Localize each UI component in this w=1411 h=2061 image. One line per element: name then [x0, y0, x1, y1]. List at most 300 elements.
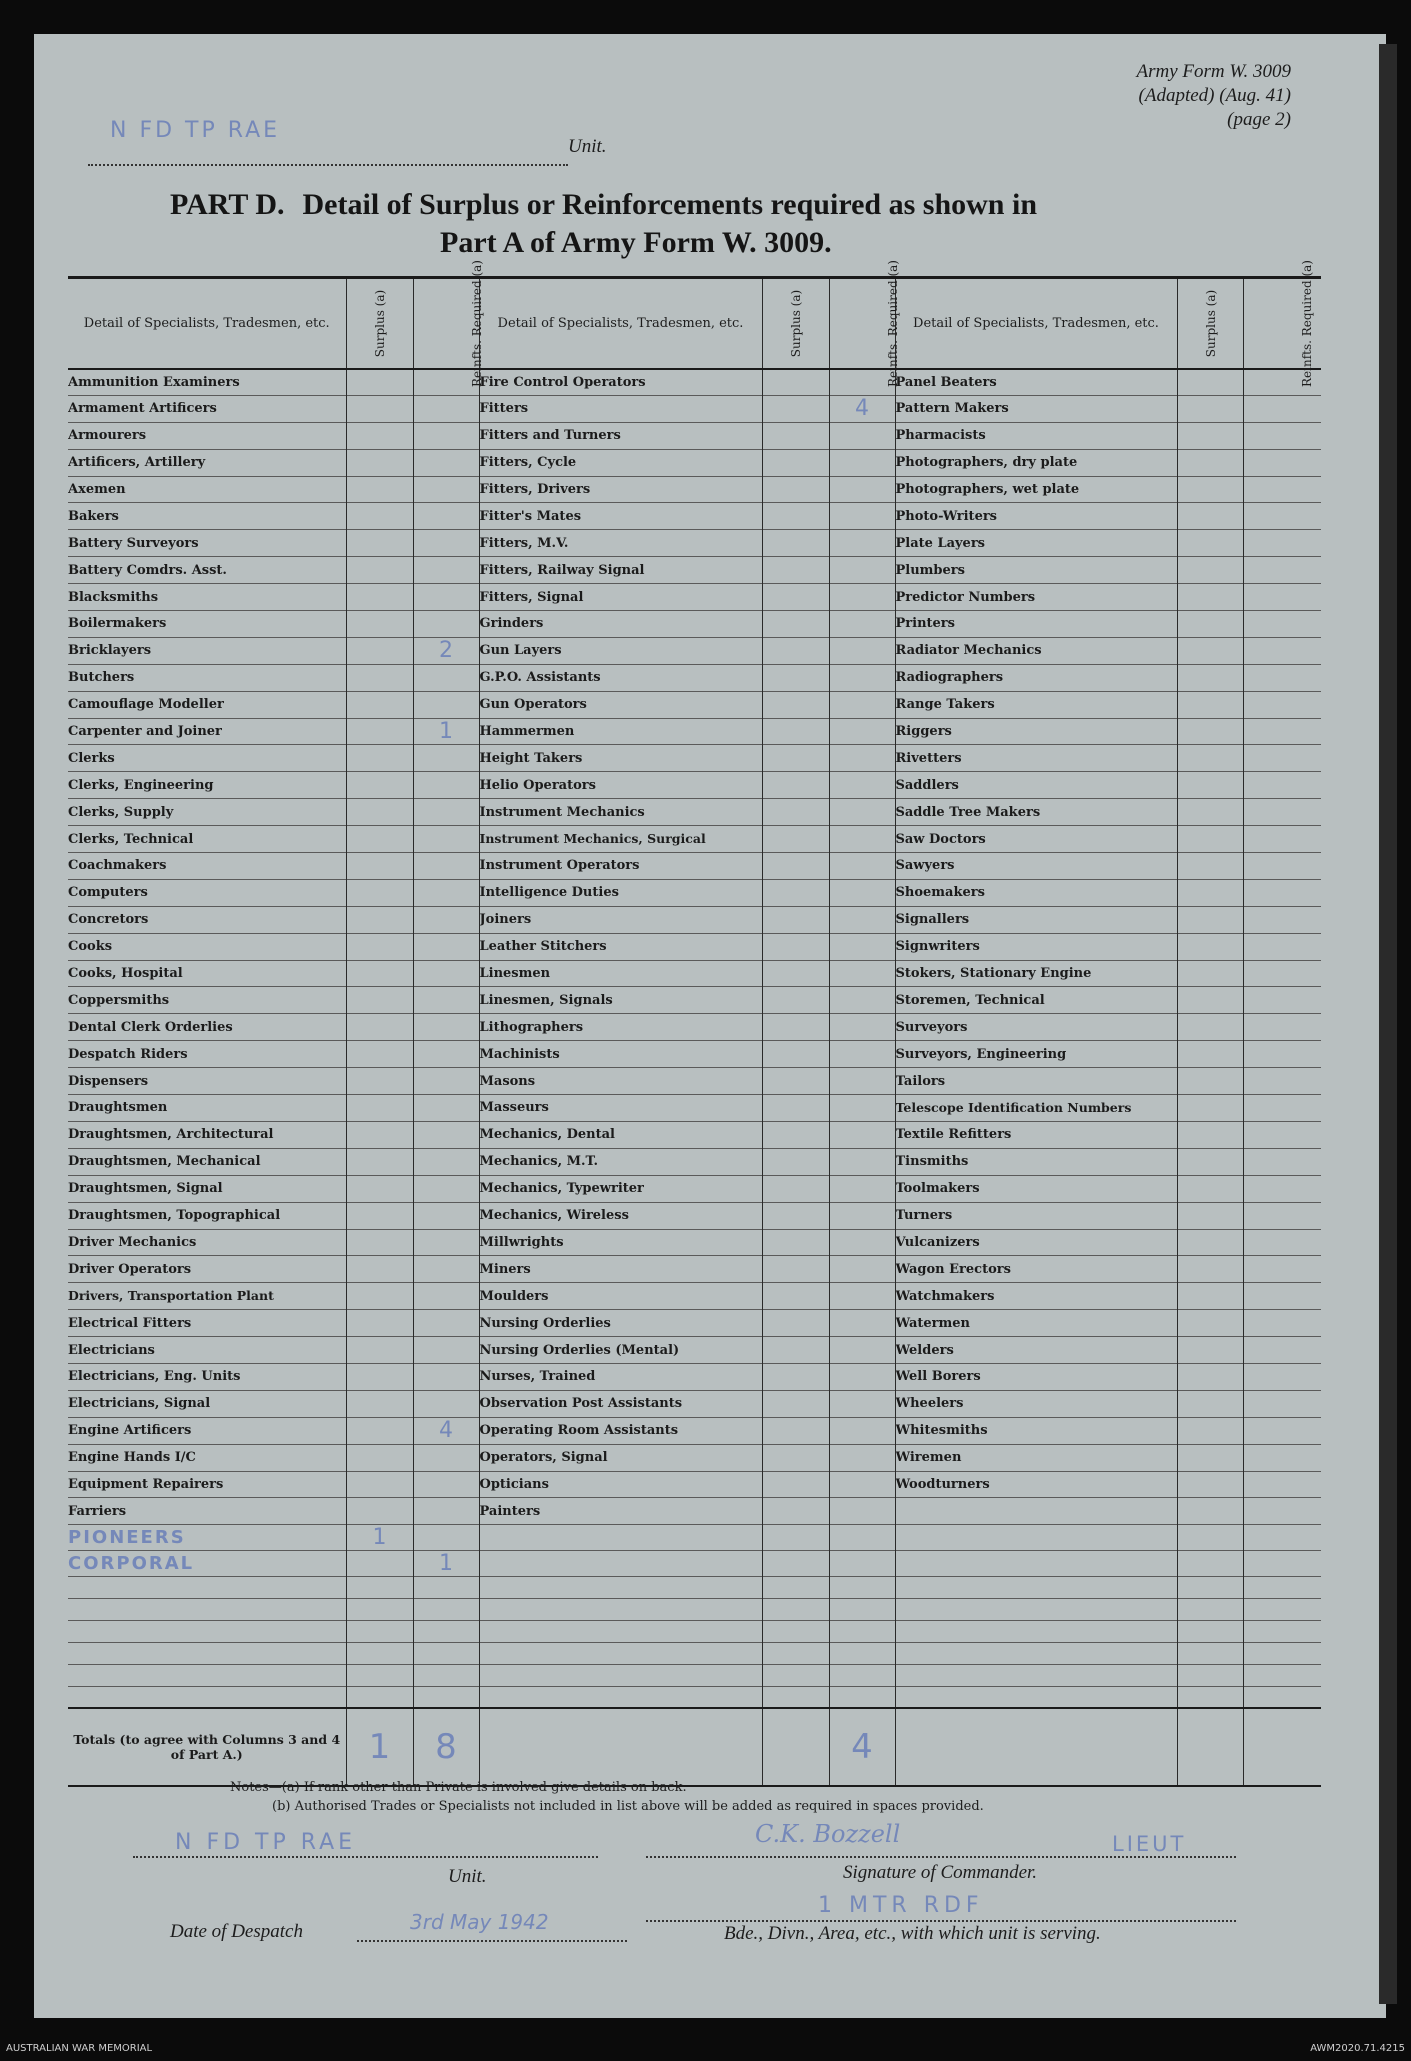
surplus-cell	[762, 1471, 829, 1498]
table-row	[68, 987, 1321, 1014]
table-row	[68, 1363, 1321, 1390]
trade-label: Clerks, Supply	[68, 804, 174, 820]
reinfts-cell	[1243, 664, 1321, 691]
surplus-cell	[762, 1121, 829, 1148]
trade-label: Photographers, wet plate	[895, 476, 1177, 503]
handwritten-count: 4	[439, 1418, 453, 1444]
surplus-cell	[1177, 1417, 1243, 1444]
trade-label: Height Takers	[479, 745, 762, 772]
surplus-cell	[346, 772, 413, 799]
table-row	[68, 1229, 1321, 1256]
reinfts-cell	[413, 1390, 479, 1417]
trade-label: Electricians, Eng. Units	[68, 1369, 241, 1385]
reinfts-cell	[1243, 530, 1321, 557]
unit-label: Unit.	[568, 136, 607, 157]
surplus-cell	[346, 584, 413, 611]
table-row	[68, 449, 1321, 476]
reinfts-cell	[1243, 1551, 1321, 1577]
surplus-cell	[1177, 637, 1243, 664]
trade-label: Battery Comdrs. Asst.	[68, 562, 227, 578]
footer-left: AUSTRALIAN WAR MEMORIAL	[6, 2043, 153, 2054]
table-row	[68, 826, 1321, 853]
trade-label: Whitesmiths	[895, 1417, 1177, 1444]
surplus-cell	[1177, 1621, 1243, 1643]
trade-label: Clerks	[68, 750, 115, 766]
reinfts-cell	[829, 826, 895, 853]
surplus-cell	[346, 987, 413, 1014]
added-trade-cell	[68, 1642, 346, 1664]
surplus-cell	[346, 449, 413, 476]
reinfts-cell	[413, 933, 479, 960]
surplus-cell	[1177, 745, 1243, 772]
surplus-cell	[346, 1256, 413, 1283]
trade-label: Wheelers	[895, 1390, 1177, 1417]
trade-label: Drivers, Transportation Plant	[68, 1288, 274, 1304]
trade-label: Surveyors, Engineering	[895, 1041, 1177, 1068]
surplus-cell	[346, 369, 413, 396]
surplus-cell	[1177, 1041, 1243, 1068]
trade-label: Pharmacists	[895, 422, 1177, 449]
table-row	[68, 1417, 1321, 1444]
reinfts-cell	[1243, 745, 1321, 772]
trade-label: Signallers	[895, 906, 1177, 933]
reinfts-cell	[829, 1202, 895, 1229]
handwritten-count: 1	[368, 1727, 391, 1768]
surplus-cell	[1177, 1471, 1243, 1498]
reinfts-cell	[413, 449, 479, 476]
surplus-cell	[762, 611, 829, 638]
surplus-cell	[346, 1014, 413, 1041]
blank-row	[68, 1642, 1321, 1664]
surplus-cell	[346, 933, 413, 960]
trade-label: Telescope Identification Numbers	[895, 1095, 1177, 1122]
reinfts-cell	[413, 1525, 479, 1551]
trade-label: Armament Artificers	[68, 401, 217, 417]
trade-label: Mechanics, Typewriter	[479, 1175, 762, 1202]
trade-label: Wagon Erectors	[895, 1256, 1177, 1283]
surplus-cell	[762, 1256, 829, 1283]
surplus-cell	[762, 853, 829, 880]
specialists-table	[68, 259, 1321, 1787]
reinfts-cell	[413, 1175, 479, 1202]
reinfts-cell	[413, 826, 479, 853]
surplus-cell	[346, 395, 413, 422]
reinfts-cell	[829, 664, 895, 691]
reinfts-cell	[1243, 1068, 1321, 1095]
surplus-cell	[1177, 826, 1243, 853]
trade-label: Dispensers	[68, 1073, 149, 1089]
reinfts-cell	[829, 584, 895, 611]
reinfts-cell	[1243, 449, 1321, 476]
reinfts-cell	[829, 1148, 895, 1175]
reinfts-cell	[413, 1041, 479, 1068]
surplus-cell	[762, 449, 829, 476]
reinfts-cell	[1243, 772, 1321, 799]
totals-blank	[895, 1708, 1177, 1786]
brigade-label: Bde., Divn., Area, etc., with which unit is serving.	[724, 1923, 1101, 1944]
surplus-cell	[762, 1202, 829, 1229]
trade-label: Blacksmiths	[68, 589, 159, 605]
added-trade-cell	[68, 1664, 346, 1686]
surplus-cell	[346, 691, 413, 718]
trade-label: Photo-Writers	[895, 503, 1177, 530]
title-line-2: Part A of Army Form W. 3009.	[440, 226, 832, 259]
surplus-cell	[346, 637, 413, 664]
surplus-cell	[1177, 1148, 1243, 1175]
surplus-cell	[762, 476, 829, 503]
header-detail: Detail of Specialists, Tradesmen, etc.	[83, 315, 330, 331]
reinfts-cell	[413, 879, 479, 906]
surplus-cell	[1177, 1599, 1243, 1621]
surplus-cell	[1177, 503, 1243, 530]
blank-row	[68, 1686, 1321, 1708]
reinfts-cell	[829, 1041, 895, 1068]
reinfts-cell	[413, 664, 479, 691]
surplus-cell	[346, 1390, 413, 1417]
table-row	[68, 1283, 1321, 1310]
reinfts-cell	[1243, 1095, 1321, 1122]
trade-label: Mechanics, M.T.	[479, 1148, 762, 1175]
trade-label: Radiator Mechanics	[895, 637, 1177, 664]
surplus-cell	[1177, 1283, 1243, 1310]
table-row	[68, 1041, 1321, 1068]
reinfts-cell	[829, 1229, 895, 1256]
handwritten-trade: PIONEERS	[68, 1527, 186, 1549]
trade-label: Computers	[68, 885, 148, 901]
surplus-cell	[762, 664, 829, 691]
trade-label: Concretors	[68, 912, 149, 928]
reinfts-cell	[413, 1577, 479, 1599]
surplus-cell	[346, 1041, 413, 1068]
surplus-cell	[346, 1283, 413, 1310]
reinfts-cell	[829, 1390, 895, 1417]
reinfts-cell	[1243, 1202, 1321, 1229]
surplus-cell	[762, 1310, 829, 1337]
table-row	[68, 879, 1321, 906]
reinfts-cell	[413, 503, 479, 530]
reinfts-cell	[1243, 960, 1321, 987]
surplus-cell	[346, 853, 413, 880]
totals-surplus	[762, 1708, 829, 1786]
trade-label: Nursing Orderlies (Mental)	[479, 1337, 762, 1364]
table-row	[68, 664, 1321, 691]
handwritten-count: 1	[439, 719, 453, 745]
table-row	[68, 799, 1321, 826]
trade-label: Gun Layers	[479, 637, 762, 664]
surplus-cell	[346, 1664, 413, 1686]
trade-label: Observation Post Assistants	[479, 1390, 762, 1417]
surplus-cell	[1177, 1310, 1243, 1337]
table-row	[68, 933, 1321, 960]
surplus-cell	[346, 1471, 413, 1498]
table-row	[68, 503, 1321, 530]
table-row	[68, 530, 1321, 557]
surplus-cell	[1177, 369, 1243, 396]
trade-label: Tinsmiths	[895, 1148, 1177, 1175]
trade-label: Dental Clerk Orderlies	[68, 1019, 233, 1035]
trade-label: Masseurs	[479, 1095, 762, 1122]
table-row	[68, 1498, 1321, 1525]
trade-label	[895, 1498, 1177, 1525]
surplus-cell	[1177, 1686, 1243, 1708]
signature-line	[646, 1856, 1236, 1858]
surplus-cell	[346, 906, 413, 933]
totals-label: Totals (to agree with Columns 3 and 4 of Part A.)	[73, 1732, 341, 1763]
trade-label: Fitters	[479, 395, 762, 422]
table-row	[68, 1310, 1321, 1337]
reinfts-cell	[829, 449, 895, 476]
surplus-cell	[346, 1202, 413, 1229]
reinfts-cell	[413, 1621, 479, 1643]
reinfts-cell	[1243, 1577, 1321, 1599]
trade-label: Gun Operators	[479, 691, 762, 718]
table-row	[68, 1202, 1321, 1229]
trade-label: Cooks	[68, 939, 113, 955]
trade-label: Saddlers	[895, 772, 1177, 799]
trade-label: Leather Stitchers	[479, 933, 762, 960]
reinfts-cell	[1243, 1664, 1321, 1686]
reinfts-cell	[829, 1256, 895, 1283]
added-trade-cell	[895, 1642, 1177, 1664]
surplus-cell	[1177, 611, 1243, 638]
table-row	[68, 772, 1321, 799]
unit-handwritten-bottom: N FD TP RAE	[175, 1830, 357, 1855]
form-notes	[230, 1778, 984, 1816]
reinfts-cell	[1243, 987, 1321, 1014]
surplus-cell	[1177, 1337, 1243, 1364]
trade-label: Battery Surveyors	[68, 535, 199, 551]
totals-reinfts	[413, 1708, 479, 1786]
trade-label: Surveyors	[895, 1014, 1177, 1041]
reinfts-cell	[413, 530, 479, 557]
reinfts-cell	[1243, 1621, 1321, 1643]
surplus-cell	[346, 1337, 413, 1364]
reinfts-cell	[413, 1642, 479, 1664]
reinfts-cell	[829, 987, 895, 1014]
surplus-cell	[762, 369, 829, 396]
reinfts-cell	[413, 1202, 479, 1229]
reinfts-cell	[1243, 395, 1321, 422]
surplus-cell	[762, 879, 829, 906]
reinfts-cell	[829, 960, 895, 987]
surplus-cell	[1177, 1256, 1243, 1283]
trade-label: Equipment Repairers	[68, 1476, 224, 1492]
surplus-cell	[762, 691, 829, 718]
trade-label: Fitters, Railway Signal	[479, 557, 762, 584]
reinfts-cell	[1243, 1686, 1321, 1708]
reinfts-cell	[413, 611, 479, 638]
trade-label: Plumbers	[895, 557, 1177, 584]
reinfts-cell	[413, 799, 479, 826]
surplus-cell	[346, 1642, 413, 1664]
trade-label: Operating Room Assistants	[479, 1417, 762, 1444]
surplus-cell	[762, 1417, 829, 1444]
surplus-cell	[1177, 1095, 1243, 1122]
table-header	[68, 278, 1321, 369]
unit-handwritten: N FD TP RAE	[110, 118, 281, 143]
table-row	[68, 960, 1321, 987]
reinfts-cell	[413, 584, 479, 611]
trade-label: Driver Operators	[68, 1261, 192, 1277]
added-trade-cell	[479, 1577, 762, 1599]
surplus-cell	[1177, 960, 1243, 987]
trade-label: Carpenter and Joiner	[68, 724, 222, 740]
reinfts-cell	[1243, 1525, 1321, 1551]
reinfts-cell	[413, 557, 479, 584]
date-line	[357, 1940, 627, 1942]
table-row	[68, 1444, 1321, 1471]
reinfts-cell	[1243, 1121, 1321, 1148]
table-row	[68, 611, 1321, 638]
reinfts-cell	[1243, 557, 1321, 584]
trade-label: Cooks, Hospital	[68, 966, 183, 982]
table-row	[68, 1175, 1321, 1202]
trade-label: Instrument Operators	[479, 853, 762, 880]
reinfts-cell	[829, 1283, 895, 1310]
trade-label: Axemen	[68, 482, 126, 497]
table-row	[68, 1390, 1321, 1417]
trade-label: Range Takers	[895, 691, 1177, 718]
reinfts-cell	[829, 503, 895, 530]
surplus-cell	[1177, 1363, 1243, 1390]
added-trade-cell	[68, 1686, 346, 1708]
reinfts-cell	[829, 1175, 895, 1202]
trade-label: Painters	[479, 1498, 762, 1525]
surplus-cell	[762, 1095, 829, 1122]
trade-label: Plate Layers	[895, 530, 1177, 557]
trade-label: Draughtsmen, Mechanical	[68, 1154, 261, 1170]
reinfts-cell	[1243, 611, 1321, 638]
surplus-cell	[1177, 1229, 1243, 1256]
footer-right: AWM2020.71.4215	[1310, 2043, 1405, 2054]
trade-label: G.P.O. Assistants	[479, 664, 762, 691]
reinfts-cell	[829, 557, 895, 584]
reinfts-cell	[413, 637, 479, 664]
totals-row	[68, 1708, 1321, 1786]
handwritten-count: 1	[372, 1525, 387, 1551]
header-reinfts: Reinfts. Required (a)	[413, 278, 479, 369]
surplus-cell	[1177, 395, 1243, 422]
trade-label: Masons	[479, 1068, 762, 1095]
reinfts-cell	[413, 1444, 479, 1471]
table-row	[68, 476, 1321, 503]
table-row	[68, 1014, 1321, 1041]
reinfts-cell	[829, 1014, 895, 1041]
reinfts-cell	[413, 395, 479, 422]
reinfts-cell	[829, 906, 895, 933]
surplus-cell	[346, 530, 413, 557]
surplus-cell	[762, 1599, 829, 1621]
surplus-cell	[1177, 799, 1243, 826]
reinfts-cell	[829, 1121, 895, 1148]
surplus-cell	[1177, 476, 1243, 503]
reinfts-cell	[829, 745, 895, 772]
reinfts-cell	[829, 1417, 895, 1444]
trade-label: Electricians, Signal	[68, 1396, 211, 1412]
reinfts-cell	[413, 1498, 479, 1525]
reinfts-cell	[413, 1283, 479, 1310]
reinfts-cell	[829, 1642, 895, 1664]
surplus-cell	[346, 1310, 413, 1337]
reinfts-cell	[829, 1363, 895, 1390]
reinfts-cell	[413, 691, 479, 718]
reinfts-cell	[1243, 637, 1321, 664]
surplus-cell	[762, 1148, 829, 1175]
blank-row	[68, 1525, 1321, 1551]
reinfts-cell	[829, 772, 895, 799]
surplus-cell	[1177, 664, 1243, 691]
surplus-cell	[1177, 853, 1243, 880]
table-row	[68, 906, 1321, 933]
surplus-cell	[346, 1175, 413, 1202]
reinfts-cell	[413, 1148, 479, 1175]
surplus-cell	[762, 395, 829, 422]
trade-label: Operators, Signal	[479, 1444, 762, 1471]
trade-label: Photographers, dry plate	[895, 449, 1177, 476]
surplus-cell	[1177, 933, 1243, 960]
trade-label: Electricians	[68, 1342, 155, 1358]
brigade-handwritten: 1 MTR RDF	[818, 1893, 984, 1918]
reinfts-cell	[1243, 422, 1321, 449]
reinfts-cell	[829, 933, 895, 960]
surplus-cell	[1177, 691, 1243, 718]
blank-row	[68, 1577, 1321, 1599]
reinfts-cell	[1243, 1444, 1321, 1471]
trade-label: Boilermakers	[68, 616, 167, 632]
added-trade-cell	[68, 1621, 346, 1643]
trade-label: Joiners	[479, 906, 762, 933]
reinfts-cell	[829, 1551, 895, 1577]
table-row	[68, 369, 1321, 396]
trade-label: Riggers	[895, 718, 1177, 745]
blank-row	[68, 1621, 1321, 1643]
header-reinfts: Reinfts. Required (a)	[829, 278, 895, 369]
reinfts-cell	[1243, 1337, 1321, 1364]
reinfts-cell	[829, 1525, 895, 1551]
surplus-cell	[1177, 906, 1243, 933]
surplus-cell	[346, 1417, 413, 1444]
table-row	[68, 557, 1321, 584]
reinfts-cell	[413, 1599, 479, 1621]
header-surplus: Surplus (a)	[1177, 278, 1243, 369]
surplus-cell	[762, 718, 829, 745]
trade-label: Engine Hands I/C	[68, 1450, 196, 1466]
trade-label: Mechanics, Dental	[479, 1121, 762, 1148]
reinfts-cell	[1243, 718, 1321, 745]
reinfts-cell	[829, 853, 895, 880]
trade-label: Machinists	[479, 1041, 762, 1068]
surplus-cell	[762, 933, 829, 960]
trade-label: Toolmakers	[895, 1175, 1177, 1202]
trade-label: Artificers, Artillery	[68, 455, 206, 471]
reinfts-cell	[1243, 1599, 1321, 1621]
trade-label: Instrument Mechanics	[479, 799, 762, 826]
date-handwritten: 3rd May 1942	[410, 1910, 549, 1934]
surplus-cell	[762, 745, 829, 772]
surplus-cell	[762, 557, 829, 584]
added-trade-cell	[895, 1621, 1177, 1643]
header-detail: Detail of Specialists, Tradesmen, etc.	[895, 278, 1177, 369]
reinfts-cell	[1243, 476, 1321, 503]
trade-label: Woodturners	[895, 1471, 1177, 1498]
surplus-cell	[346, 611, 413, 638]
reinfts-cell	[413, 960, 479, 987]
part-label: PART D.	[170, 188, 285, 221]
table-row	[68, 745, 1321, 772]
reinfts-cell	[1243, 1175, 1321, 1202]
trade-label: Nurses, Trained	[479, 1363, 762, 1390]
surplus-cell	[762, 987, 829, 1014]
